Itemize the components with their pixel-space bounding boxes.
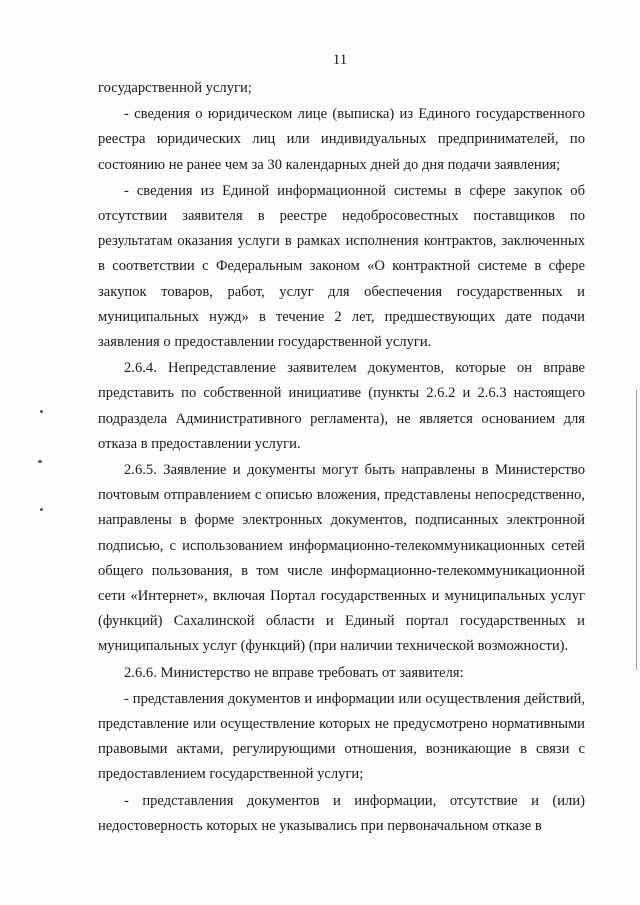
scan-speck — [40, 410, 43, 413]
scan-speck — [38, 460, 42, 463]
paragraph-2-6-5: 2.6.5. Заявление и документы могут быть направлены в Министерство почтовым отправлением с описью вложения, представлены непосредственно, направлены в форме электронных документов, подписанных электронной подписью, с использованием информационно-телекоммуникационных сетей общего пользования, в том числе информационно-телекоммуникационной сети «Интернет», включая Портал государственных и муниципальных услуг (функций) Сахалинской области и Единый портал государственных и муниципальных услуг (функций) (при наличии технической возможности). — [98, 462, 585, 655]
paragraph-2-6-6: 2.6.6. Министерство не вправе требовать от заявителя: — [124, 664, 464, 681]
paragraph-documents-not-required: - представления документов и информации или осуществления действий, представление или осуществление которых не предусмотрено нормативными правовыми актами, регулирующими отношения, возникающие в связи с предоставлением государственной услуги; — [98, 690, 585, 783]
scan-edge-line — [636, 390, 637, 670]
page-number: 11 — [332, 52, 348, 68]
paragraph-legal-entity-extract: - сведения о юридическом лице (выписка) из Единого государственного реестра юридических лиц или индивидуальных предпринимателей, по состоянию не ранее чем за 30 календарных дней до дня подачи заявления; — [98, 106, 585, 173]
scan-speck — [40, 508, 43, 511]
paragraph-procurement-registry: - сведения из Единой информационной системы в сфере закупок об отсутствии заявителя в реестре недобросовестных поставщиков по результатам оказания услуги в рамках исполнения контрактов, заключенных в соответствии с Федеральным законом «О контрактной системе в сфере закупок товаров, работ, услуг для обеспечения государственных и муниципальных нужд» в течение 2 лет, предшествующих дате подачи заявления о предоставлении государственной услуги. — [98, 182, 585, 351]
paragraph-documents-refusal: - представления документов и информации, отсутствие и (или) недостоверность которых не указывались при первоначальном отказе в — [98, 792, 585, 834]
document-body — [98, 76, 585, 839]
paragraph-continuation: государственной услуги; — [98, 80, 252, 96]
paragraph-2-6-4: 2.6.4. Непредставление заявителем документов, которые он вправе представить по собственной инициативе (пункты 2.6.2 и 2.6.3 настоящего подраздела Административного регламента), не является основанием для отказа в предоставлении услуги. — [98, 360, 585, 452]
